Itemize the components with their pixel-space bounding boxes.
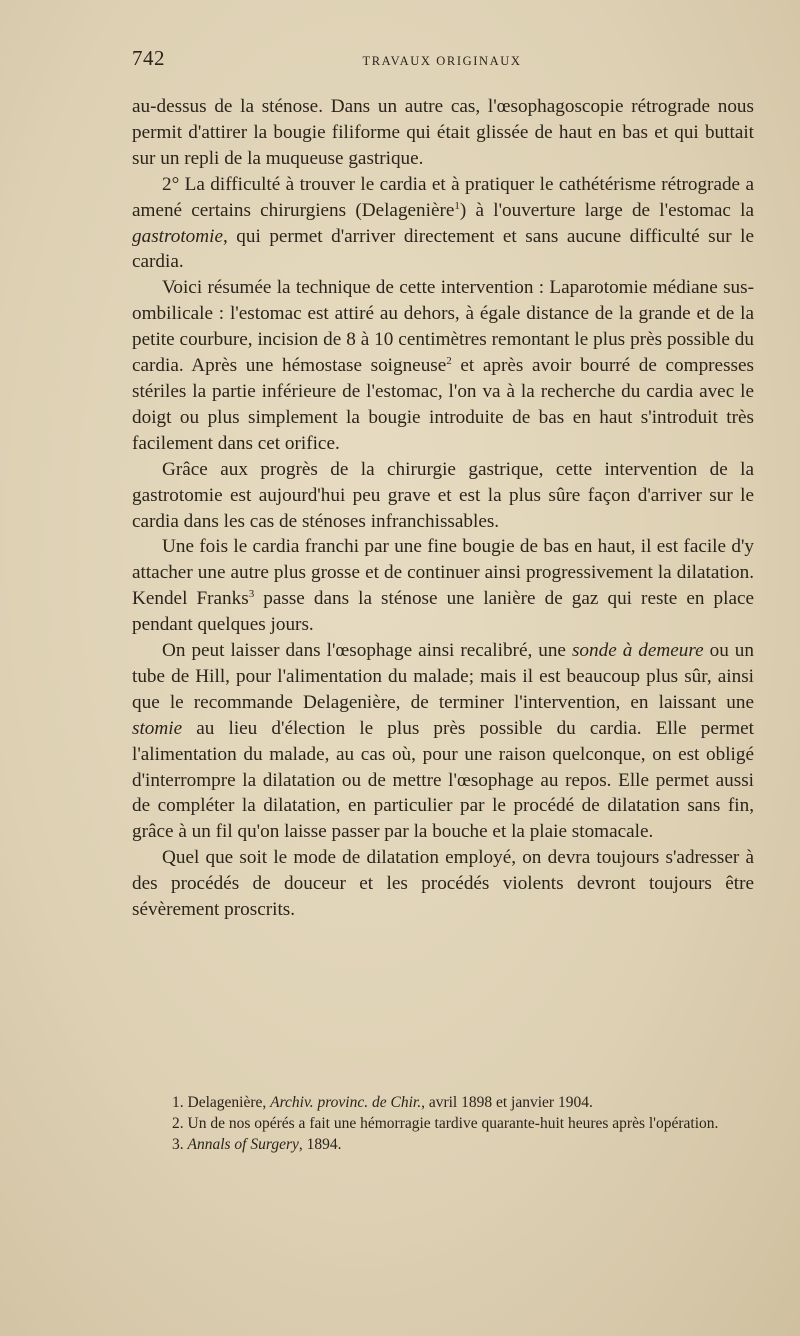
footnote-ref-1: 1 xyxy=(454,199,460,212)
footnote-1-text-b: , avril 1898 et janvier 1904. xyxy=(421,1094,593,1111)
footnotes xyxy=(132,1092,754,1155)
footnote-ref-2: 2 xyxy=(446,355,452,368)
paragraph-2-text-b: ) à l'ouverture large de l'estomac la xyxy=(459,199,754,221)
paragraph-5-text-b: passe dans la sténose une lanière de gaz qui reste en place pendant quelques jours. xyxy=(132,588,754,636)
emphasis-gastrotomie: gastrotomie xyxy=(132,225,223,247)
footnote-3-text-a: 3. xyxy=(172,1136,188,1153)
paragraph-6-text-b: ou un tube de Hill, pour l'alimentation du malade; mais il est beaucoup plus sûr, ainsi que le recommande Delagenière, de terminer l'intervention, en laissant une xyxy=(132,640,754,713)
footnote-2: 2. Un de nos opérés a fait une hémorragie tardive quarante-huit heures après l'opération. xyxy=(172,1115,719,1132)
paragraph-2 xyxy=(132,172,754,276)
footnote-3-journal: Annals of Surgery xyxy=(187,1136,299,1153)
paragraph-6-text-a: On peut laisser dans l'œsophage ainsi recalibré, une xyxy=(162,640,572,662)
paragraph-1: au-dessus de la sténose. Dans un autre cas, l'œsophagoscopie rétrograde nous permit d'attirer la bougie filiforme qui était glissée de haut en bas et qui buttait sur un repli de la muqueuse gastrique. xyxy=(132,96,754,169)
footnote-3 xyxy=(132,1134,754,1155)
footnote-3-text-b: , 1894. xyxy=(298,1136,342,1153)
paragraph-3-text-a: Voici résumée la technique de cette intervention : Laparotomie médiane sus-ombilicale : l'estomac est attiré au dehors, à égale distance de la grande et de la petite courbure, incision de 8 à 10 centimètres remontant le plus près possible du cardia. Après une hémostase soigneuse xyxy=(132,277,754,377)
emphasis-stomie: stomie xyxy=(132,717,183,739)
paragraph-4: Grâce aux progrès de la chirurgie gastrique, cette intervention de la gastrotomie est aujourd'hui peu grave et est la plus sûre façon d'arriver sur le cardia dans les cas de sténoses infranchissables. xyxy=(132,458,754,532)
paragraph-6-text-c: au lieu d'élection le plus près possible du cardia. Elle permet l'alimentation du malade, au cas où, pour une raison quelconque, on est obligé d'interrompre la dilatation ou de mettre l'œsophage au repos. Elle permet aussi de compléter la dilatation, en particulier par le procédé de dilatation sans fin, grâce à un fil qu'on laisse passer par la bouche et la plaie stomacale. xyxy=(132,717,754,843)
page-number: 742 xyxy=(132,46,165,70)
running-head: TRAVAUX ORIGINAUX xyxy=(362,54,522,68)
footnote-1-text-a: 1. Delagenière, xyxy=(172,1094,271,1111)
footnote-ref-3: 3 xyxy=(248,588,255,601)
footnote-1-journal: Archiv. provinc. de Chir. xyxy=(270,1094,422,1111)
paragraph-6 xyxy=(132,638,754,845)
footnote-1 xyxy=(132,1092,754,1113)
paragraph-3 xyxy=(132,275,754,456)
paragraph-3-text-b: et après avoir bourré de compresses stériles la partie inférieure de l'estomac, l'on va à la recherche du cardia avec le doigt ou plus simplement la bougie introduite de bas en haut s'introduit très facilement dans cet orifice. xyxy=(132,355,754,454)
paragraph-5-text-a: Une fois le cardia franchi par une fine bougie de bas en haut, il est facile d'y attacher une autre plus grosse et de continuer ainsi progressivement la dilatation. Kendel Franks xyxy=(132,536,754,610)
page-header xyxy=(132,46,752,72)
paragraph-7: Quel que soit le mode de dilatation employé, on devra toujours s'adresser à des procédés de douceur et les procédés violents devront toujours être sévèrement proscrits. xyxy=(132,847,754,921)
emphasis-sonde-a-demeure: sonde à demeure xyxy=(571,640,704,662)
paragraph-2-text-a: 2° La difficulté à trouver le cardia et à pratiquer le cathétérisme rétrograde a amené certains chirurgiens (Delagenière xyxy=(132,173,754,221)
body-text xyxy=(132,94,754,923)
paragraph-5 xyxy=(132,534,754,638)
paragraph-2-text-c: , qui permet d'arriver directement et sans aucune difficulté sur le cardia. xyxy=(132,225,754,273)
